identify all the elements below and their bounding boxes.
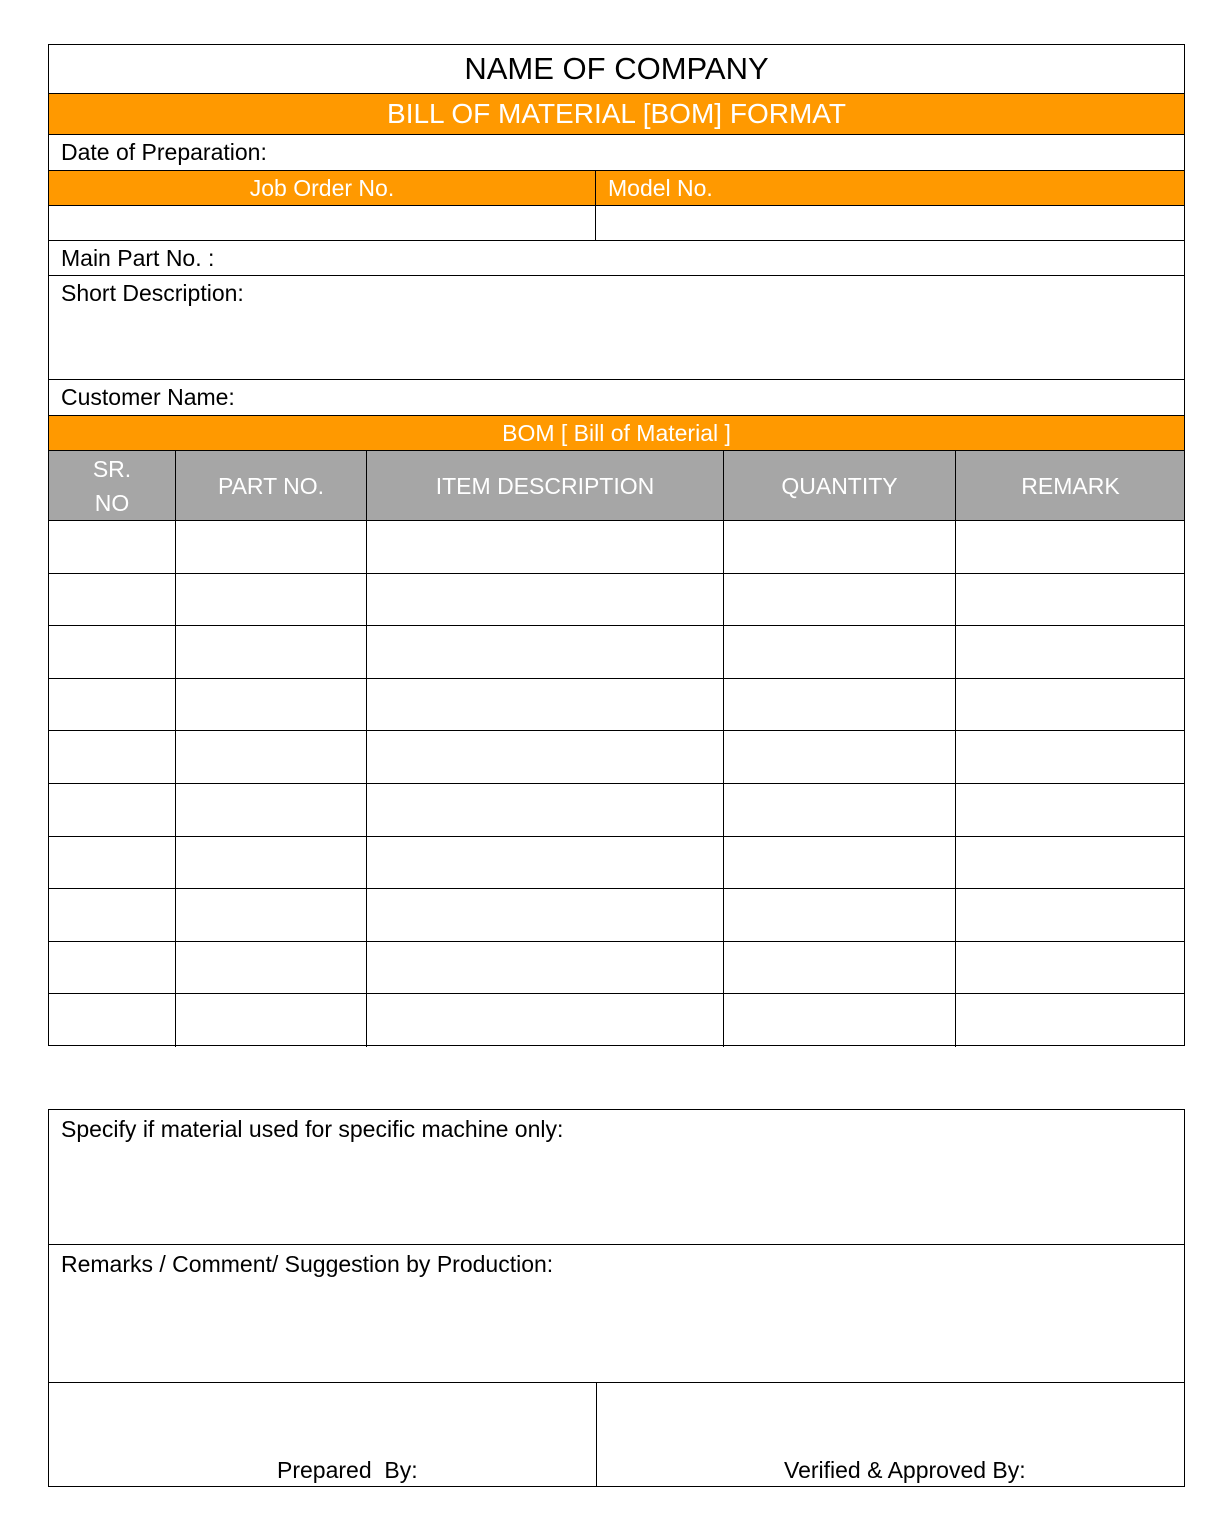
- cell-remark[interactable]: [955, 679, 1185, 731]
- col-header-remark: REMARK: [955, 451, 1185, 520]
- cell-sr-no[interactable]: [49, 994, 175, 1047]
- col-header-item-description: ITEM DESCRIPTION: [366, 451, 723, 520]
- cell-sr-no[interactable]: [49, 942, 175, 994]
- cell-part-no[interactable]: [175, 942, 366, 994]
- cell-remark[interactable]: [955, 574, 1185, 626]
- job-order-no-input[interactable]: [49, 206, 595, 240]
- cell-part-no[interactable]: [175, 837, 366, 889]
- cell-sr-no[interactable]: [49, 784, 175, 836]
- cell-remark[interactable]: [955, 942, 1185, 994]
- company-name: NAME OF COMPANY: [49, 45, 1184, 94]
- table-row: [49, 521, 1184, 574]
- short-description-field[interactable]: Short Description:: [49, 276, 1184, 380]
- cell-item-description[interactable]: [366, 837, 723, 889]
- cell-part-no[interactable]: [175, 626, 366, 678]
- cell-quantity[interactable]: [723, 942, 955, 994]
- table-row: [49, 574, 1184, 627]
- cell-item-description[interactable]: [366, 784, 723, 836]
- cell-remark[interactable]: [955, 994, 1185, 1047]
- cell-part-no[interactable]: [175, 521, 366, 573]
- cell-quantity[interactable]: [723, 837, 955, 889]
- cell-item-description[interactable]: [366, 942, 723, 994]
- cell-sr-no[interactable]: [49, 521, 175, 573]
- cell-sr-no[interactable]: [49, 679, 175, 731]
- cell-part-no[interactable]: [175, 889, 366, 941]
- cell-part-no[interactable]: [175, 574, 366, 626]
- table-row: [49, 942, 1184, 995]
- cell-item-description[interactable]: [366, 521, 723, 573]
- prepared-by-label: Prepared By:: [277, 1457, 418, 1483]
- cell-remark[interactable]: [955, 626, 1185, 678]
- date-of-preparation-field[interactable]: Date of Preparation:: [49, 135, 1184, 171]
- cell-part-no[interactable]: [175, 784, 366, 836]
- cell-item-description[interactable]: [366, 731, 723, 783]
- verified-by-cell[interactable]: [596, 1383, 1185, 1486]
- model-no-label: Model No.: [595, 171, 1185, 205]
- cell-quantity[interactable]: [723, 994, 955, 1047]
- table-row: [49, 784, 1184, 837]
- cell-item-description[interactable]: [366, 889, 723, 941]
- cell-sr-no[interactable]: [49, 626, 175, 678]
- signature-row: [49, 1383, 1184, 1486]
- table-row: [49, 994, 1184, 1047]
- main-part-no-field[interactable]: Main Part No. :: [49, 241, 1184, 276]
- cell-item-description[interactable]: [366, 679, 723, 731]
- cell-remark[interactable]: [955, 731, 1185, 783]
- cell-sr-no[interactable]: [49, 731, 175, 783]
- cell-sr-no[interactable]: [49, 574, 175, 626]
- remarks-production-field[interactable]: Remarks / Comment/ Suggestion by Production:: [49, 1245, 1184, 1383]
- cell-remark[interactable]: [955, 837, 1185, 889]
- cell-part-no[interactable]: [175, 731, 366, 783]
- cell-item-description[interactable]: [366, 574, 723, 626]
- cell-quantity[interactable]: [723, 731, 955, 783]
- cell-sr-no[interactable]: [49, 837, 175, 889]
- col-header-part-no: PART NO.: [175, 451, 366, 520]
- cell-item-description[interactable]: [366, 994, 723, 1047]
- table-row: [49, 731, 1184, 784]
- cell-remark[interactable]: [955, 521, 1185, 573]
- bom-table-header: [49, 451, 1184, 521]
- cell-quantity[interactable]: [723, 626, 955, 678]
- table-row: [49, 679, 1184, 732]
- table-row: [49, 626, 1184, 679]
- prepared-by-cell[interactable]: [49, 1383, 596, 1486]
- verified-by-label: Verified & Approved By:: [784, 1457, 1026, 1483]
- cell-quantity[interactable]: [723, 679, 955, 731]
- table-row: [49, 889, 1184, 942]
- col-header-sr-no: SR. NO: [92, 455, 132, 516]
- cell-quantity[interactable]: [723, 574, 955, 626]
- form-title: BILL OF MATERIAL [BOM] FORMAT: [49, 94, 1184, 135]
- job-model-header: [49, 171, 1184, 206]
- cell-part-no[interactable]: [175, 679, 366, 731]
- specific-machine-field[interactable]: Specify if material used for specific machine only:: [49, 1110, 1184, 1245]
- cell-remark[interactable]: [955, 784, 1185, 836]
- table-row: [49, 837, 1184, 890]
- cell-remark[interactable]: [955, 889, 1185, 941]
- col-header-quantity: QUANTITY: [723, 451, 955, 520]
- model-no-input[interactable]: [595, 206, 1185, 240]
- approval-form: [48, 1109, 1185, 1487]
- job-order-no-label: Job Order No.: [249, 175, 395, 201]
- customer-name-field[interactable]: Customer Name:: [49, 380, 1184, 416]
- bom-form: [48, 44, 1185, 1046]
- cell-quantity[interactable]: [723, 521, 955, 573]
- cell-quantity[interactable]: [723, 889, 955, 941]
- cell-quantity[interactable]: [723, 784, 955, 836]
- cell-sr-no[interactable]: [49, 889, 175, 941]
- job-model-values: [49, 206, 1184, 241]
- bom-section-title: BOM [ Bill of Material ]: [49, 416, 1184, 451]
- cell-part-no[interactable]: [175, 994, 366, 1047]
- cell-item-description[interactable]: [366, 626, 723, 678]
